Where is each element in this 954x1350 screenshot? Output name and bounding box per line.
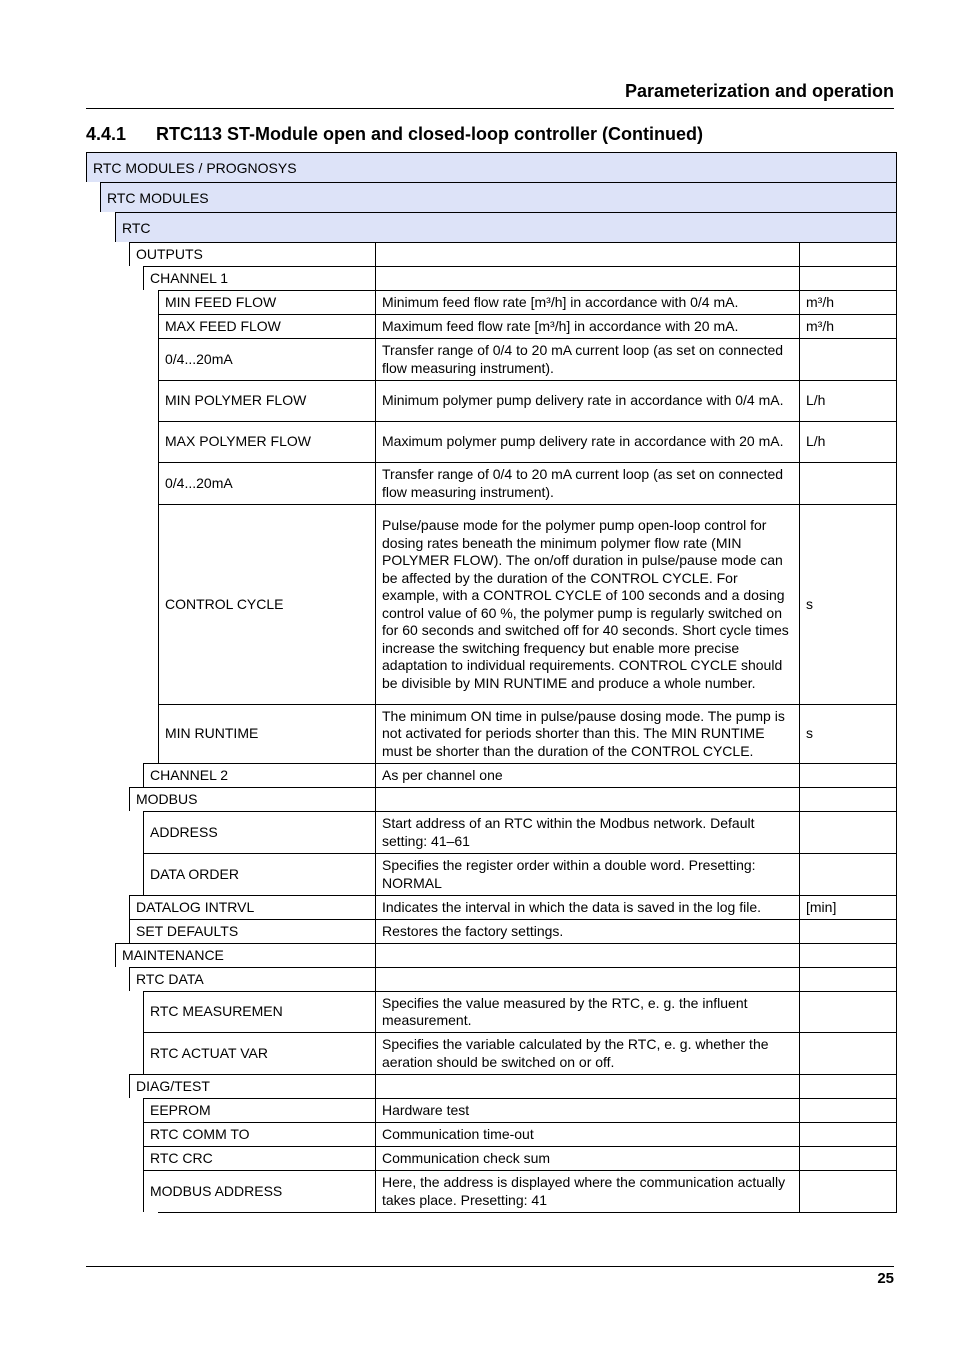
parameter-description: Restores the factory settings.	[375, 919, 799, 943]
table-row	[86, 380, 897, 421]
table-row	[86, 991, 897, 1032]
menu-band: RTC MODULES / PROGNOSYS	[86, 152, 897, 182]
header-title: Parameterization and operation	[624, 81, 894, 101]
parameter-unit	[799, 1032, 897, 1074]
parameter-description: Specifies the register order within a double word. Presetting: NORMAL	[375, 853, 799, 895]
table-row	[86, 290, 897, 314]
parameter-description: Minimum feed flow rate [m³/h] in accordance with 0/4 mA.	[375, 290, 799, 314]
parameter-description	[375, 787, 799, 811]
table-row	[86, 314, 897, 338]
parameter-description: As per channel one	[375, 763, 799, 787]
parameter-name: MAINTENANCE	[115, 943, 375, 967]
parameter-unit	[799, 967, 897, 991]
table-row	[86, 421, 897, 462]
table-row	[86, 1098, 897, 1122]
table-row	[86, 1074, 897, 1098]
parameter-description	[375, 266, 799, 290]
header-divider	[86, 108, 894, 109]
parameter-description	[375, 1074, 799, 1098]
section-number: 4.4.1	[86, 124, 127, 144]
parameter-name: OUTPUTS	[129, 242, 375, 266]
parameter-name: DATALOG INTRVL	[129, 895, 375, 919]
table-row	[86, 504, 897, 704]
parameter-unit: m³/h	[799, 314, 897, 338]
parameter-unit	[799, 853, 897, 895]
table-row	[86, 1032, 897, 1074]
parameter-description: The minimum ON time in pulse/pause dosing mode. The pump is not activated for periods shorter than this. The MIN RUNTIME must be shorter than the duration of the CONTROL CYCLE.	[375, 704, 799, 763]
parameter-description: Specifies the value measured by the RTC, e. g. the influent measurement.	[375, 991, 799, 1032]
parameter-unit: L/h	[799, 421, 897, 462]
table-row	[86, 1146, 897, 1170]
parameter-unit: s	[799, 504, 897, 704]
parameter-name: RTC DATA	[129, 967, 375, 991]
table-row	[86, 462, 897, 504]
table-row	[86, 943, 897, 967]
parameter-unit	[799, 787, 897, 811]
menu-band: RTC	[115, 212, 897, 242]
parameter-name: SET DEFAULTS	[129, 919, 375, 943]
parameter-name: MODBUS	[129, 787, 375, 811]
parameter-name: MIN POLYMER FLOW	[158, 380, 375, 421]
parameter-name: MAX FEED FLOW	[158, 314, 375, 338]
parameter-description: Here, the address is displayed where the communication actually takes place. Presetting: 41	[375, 1170, 799, 1212]
parameter-description: Specifies the variable calculated by the RTC, e. g. whether the aeration should be switched on or off.	[375, 1032, 799, 1074]
parameter-name: 0/4...20mA	[158, 462, 375, 504]
table-bottom-border	[158, 1212, 897, 1213]
parameter-name: MIN RUNTIME	[158, 704, 375, 763]
parameter-description: Indicates the interval in which the data is saved in the log file.	[375, 895, 799, 919]
table-row	[86, 811, 897, 853]
table-row	[86, 853, 897, 895]
parameter-unit	[799, 338, 897, 380]
parameter-description: Minimum polymer pump delivery rate in accordance with 0/4 mA.	[375, 380, 799, 421]
page-number: 25	[877, 1270, 894, 1287]
parameter-description: Maximum feed flow rate [m³/h] in accordance with 20 mA.	[375, 314, 799, 338]
parameter-unit	[799, 1170, 897, 1212]
parameter-name: MODBUS ADDRESS	[143, 1170, 375, 1212]
parameter-unit: L/h	[799, 380, 897, 421]
table-row	[86, 895, 897, 919]
parameter-name: MAX POLYMER FLOW	[158, 421, 375, 462]
parameter-description: Communication check sum	[375, 1146, 799, 1170]
parameter-unit: [min]	[799, 895, 897, 919]
table-row	[86, 704, 897, 763]
parameter-name: DIAG/TEST	[129, 1074, 375, 1098]
parameter-description	[375, 943, 799, 967]
table-row	[86, 967, 897, 991]
parameter-description	[375, 242, 799, 266]
parameter-description: Transfer range of 0/4 to 20 mA current loop (as set on connected flow measuring instrument).	[375, 338, 799, 380]
parameter-description: Maximum polymer pump delivery rate in accordance with 20 mA.	[375, 421, 799, 462]
table-row	[86, 763, 897, 787]
parameter-description: Hardware test	[375, 1098, 799, 1122]
parameter-name: CHANNEL 2	[143, 763, 375, 787]
table-row	[86, 919, 897, 943]
parameter-name: RTC COMM TO	[143, 1122, 375, 1146]
parameter-unit	[799, 462, 897, 504]
parameter-name: RTC CRC	[143, 1146, 375, 1170]
table-row	[86, 787, 897, 811]
parameter-unit: s	[799, 704, 897, 763]
parameter-unit	[799, 242, 897, 266]
parameter-name: DATA ORDER	[143, 853, 375, 895]
table-row	[86, 1170, 897, 1212]
parameter-unit: m³/h	[799, 290, 897, 314]
parameter-unit	[799, 1098, 897, 1122]
parameter-name: CONTROL CYCLE	[158, 504, 375, 704]
parameter-description: Transfer range of 0/4 to 20 mA current loop (as set on connected flow measuring instrument).	[375, 462, 799, 504]
parameter-name: ADDRESS	[143, 811, 375, 853]
parameter-name: CHANNEL 1	[143, 266, 375, 290]
section-title: RTC113 ST-Module open and closed-loop controller (Continued)	[156, 124, 704, 144]
parameter-unit	[799, 266, 897, 290]
parameter-unit	[799, 1146, 897, 1170]
parameter-name: EEPROM	[143, 1098, 375, 1122]
parameter-description: Start address of an RTC within the Modbus network. Default setting: 41–61	[375, 811, 799, 853]
parameter-name: RTC MEASUREMEN	[143, 991, 375, 1032]
parameter-unit	[799, 943, 897, 967]
parameter-unit	[799, 811, 897, 853]
parameter-unit	[799, 1074, 897, 1098]
parameter-description: Communication time-out	[375, 1122, 799, 1146]
footer-divider	[86, 1266, 894, 1267]
section-heading	[86, 124, 703, 145]
table-row	[86, 266, 897, 290]
parameter-name: RTC ACTUAT VAR	[143, 1032, 375, 1074]
parameter-description	[375, 967, 799, 991]
parameter-name: 0/4...20mA	[158, 338, 375, 380]
parameter-unit	[799, 1122, 897, 1146]
table-row	[86, 1122, 897, 1146]
parameter-description: Pulse/pause mode for the polymer pump open-loop control for dosing rates beneath the minimum polymer flow rate (MIN POLYMER FLOW). The on/off duration in pulse/pause mode can be affected by the duration of the CONTROL CYCLE. For example, with a CONTROL CYCLE of 100 seconds and a dosing control value of 60 %, the polymer pump is regularly switched on for 60 seconds and switched off for 40 seconds. Short cycle times increase the switching frequency but enable more precise adaptation to individual requirements. CONTROL CYCLE should be divisible by MIN RUNTIME and produce a whole number.	[375, 504, 799, 704]
table-row	[86, 242, 897, 266]
parameter-unit	[799, 919, 897, 943]
table-row	[86, 338, 897, 380]
parameter-unit	[799, 991, 897, 1032]
parameter-unit	[799, 763, 897, 787]
parameter-name: MIN FEED FLOW	[158, 290, 375, 314]
menu-band: RTC MODULES	[100, 182, 897, 212]
